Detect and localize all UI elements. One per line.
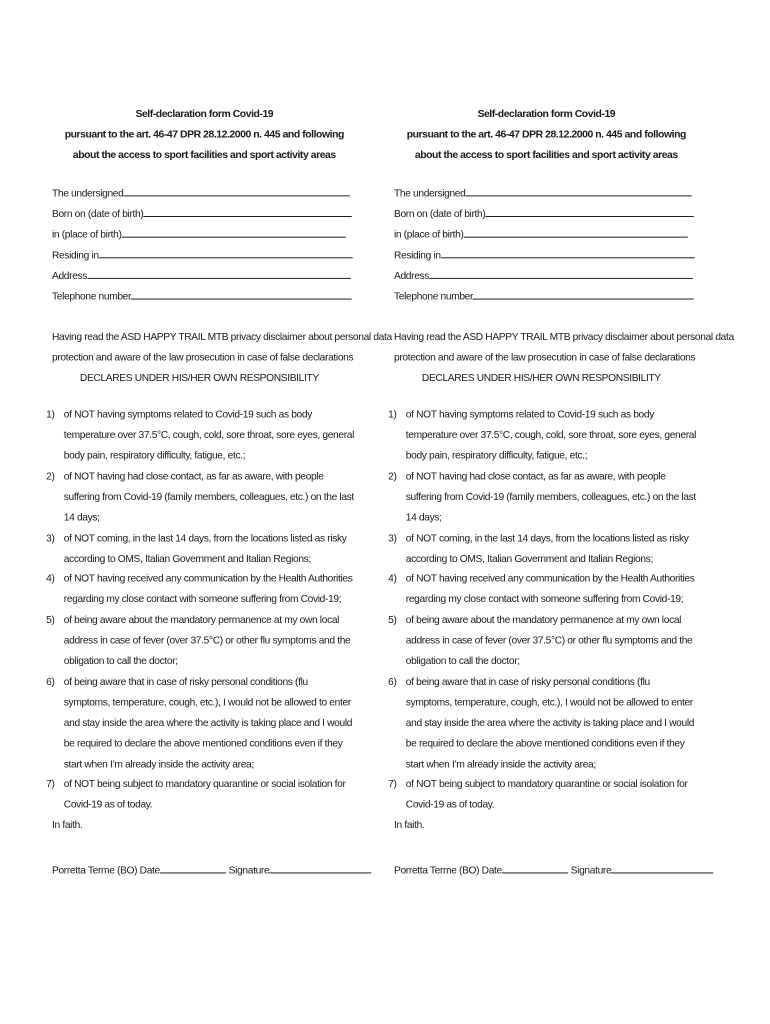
item-number: 7) [388,779,397,791]
field-place-of-birth[interactable] [394,226,706,247]
list-item [388,529,706,570]
form-header [394,104,699,166]
item-text: of being aware that in case of risky personal conditions (flu symptoms, temperature, cough, etc.), I would not be allowed to enter and stay inside the area where the activity is taking place and I would be required to declare the above mentioned conditions even if they start when I’m already inside the activity area; [63,676,353,770]
blank-line [441,256,695,258]
item-text: of being aware about the mandatory permanence at my own local address in case of fever (over 37.5°C) or other flu symptoms and the obligation to call the doctor; [405,615,693,668]
blank-line [122,235,346,237]
field-label: Address [394,270,430,282]
item-number: 2) [46,471,55,483]
blank-line [143,215,351,217]
date-blank-line[interactable] [160,872,226,874]
field-label: Telephone number [52,291,132,303]
list-item [388,611,706,673]
intro-line: protection and aware of the law prosecution in case of false declarations [52,352,354,364]
blank-line [464,235,688,237]
list-item [388,776,706,817]
item-text: of NOT having had close contact, as far as aware, with people suffering from Covid-19 (family members, colleagues, etc.) on the last 14 days; [63,471,354,524]
item-number: 1) [46,409,55,421]
declaration-list [388,406,706,817]
field-telephone[interactable] [52,287,364,308]
item-number: 5) [46,615,55,627]
item-text: of NOT having had close contact, as far as aware, with people suffering from Covid-19 (family members, colleagues, etc.) on the last 14 days; [405,471,696,524]
item-text: of being aware that in case of risky personal conditions (flu symptoms, temperature, cough, etc.), I would not be allowed to enter and stay inside the area where the activity is taking place and I would be required to declare the above mentioned conditions even if they start when I’m already inside the activity area; [405,676,695,770]
signature-footer [394,862,706,882]
intro-line: Having read the ASD HAPPY TRAIL MTB privacy disclaimer about personal data [52,332,392,344]
list-item [388,406,706,468]
field-label: Born on (date of birth) [394,209,486,220]
intro-line: protection and aware of the law prosecution in case of false declarations [394,352,696,364]
signature-blank-line[interactable] [269,872,371,874]
item-text: of NOT having symptoms related to Covid-19 such as body temperature over 37.5°C, cough, cold, sore throat, sore eyes, general body pain, respiratory difficulty, fatigue, etc.; [405,409,697,462]
field-residing-in[interactable] [52,246,364,267]
form-header [52,104,357,166]
item-number: 2) [388,471,397,483]
field-label: in (place of birth) [394,229,464,241]
list-item [46,776,364,817]
form-title: Self-declaration form Covid-19 [135,107,274,120]
field-label: Address [52,270,88,282]
form-title: Self-declaration form Covid-19 [477,107,616,120]
field-place-of-birth[interactable] [52,226,364,247]
item-number: 4) [388,574,397,585]
blank-line [473,297,694,299]
item-text: of NOT having received any communication by the Health Authorities regarding my close contact with someone suffering from Covid-19; [405,574,695,606]
field-label: Residing in [394,250,441,261]
blank-line [87,277,350,279]
field-undersigned[interactable] [52,185,364,206]
field-telephone[interactable] [394,287,706,308]
field-label: The undersigned [394,188,466,200]
field-label: in (place of birth) [52,229,122,241]
declares-heading: DECLARES UNDER HIS/HER OWN RESPONSIBILITY [421,373,661,385]
blank-line [123,194,349,196]
item-text: of being aware about the mandatory permanence at my own local address in case of fever (over 37.5°C) or other flu symptoms and the obligation to call the doctor; [63,615,351,668]
field-undersigned[interactable] [394,185,706,206]
faith-closing: In faith. [394,820,425,832]
declaration-form-right [388,104,734,881]
list-item [46,467,364,529]
item-text: of NOT being subject to mandatory quarantine or social isolation for Covid-19 as of today. [63,779,346,811]
form-subtitle-legal: pursuant to the art. 46-47 DPR 28.12.2000 n. 445 and following [64,128,344,141]
personal-data-fields [394,185,706,308]
item-text: of NOT being subject to mandatory quarantine or social isolation for Covid-19 as of today. [405,779,688,811]
blank-line [99,256,353,258]
list-item [388,467,706,529]
item-text: of NOT coming, in the last 14 days, from the locations listed as risky according to OMS, Italian Government and Italian Regions; [63,533,347,565]
form-subtitle-scope: about the access to sport facilities and sport activity areas [72,149,336,161]
item-text: of NOT having received any communication by the Health Authorities regarding my close contact with someone suffering from Covid-19; [63,574,353,606]
field-date-of-birth[interactable] [52,205,364,226]
intro-line: Having read the ASD HAPPY TRAIL MTB privacy disclaimer about personal data [394,332,734,344]
item-number: 6) [388,676,397,688]
list-item [46,673,364,776]
field-label: Telephone number [394,291,474,303]
field-residing-in[interactable] [394,246,706,267]
form-subtitle-legal: pursuant to the art. 46-47 DPR 28.12.2000 n. 445 and following [406,128,686,141]
item-number: 4) [46,574,55,585]
field-label: Residing in [52,250,99,261]
form-subtitle-scope: about the access to sport facilities and sport activity areas [414,149,678,161]
intro-paragraph [394,328,734,390]
item-number: 1) [388,409,397,421]
item-number: 3) [388,533,397,544]
field-address[interactable] [52,267,364,288]
personal-data-fields [52,185,364,308]
item-text: of NOT having symptoms related to Covid-19 such as body temperature over 37.5°C, cough, cold, sore throat, sore eyes, general body pain, respiratory difficulty, fatigue, etc.; [63,409,355,462]
declares-heading: DECLARES UNDER HIS/HER OWN RESPONSIBILITY [79,373,319,385]
blank-line [465,194,691,196]
signature-blank-line[interactable] [611,872,713,874]
field-address[interactable] [394,267,706,288]
blank-line [429,277,692,279]
item-number: 3) [46,533,55,544]
place-date-label: Porretta Terme (BO) Date [52,865,160,877]
signature-footer [52,862,364,882]
field-label: Born on (date of birth) [52,209,144,220]
item-text: of NOT coming, in the last 14 days, from the locations listed as risky according to OMS, Italian Government and Italian Regions; [405,533,689,565]
list-item [388,673,706,776]
signature-label: Signature [570,865,612,877]
list-item [46,406,364,468]
list-item [46,529,364,570]
list-item [46,611,364,673]
declaration-form-left [46,104,392,881]
blank-line [131,297,352,299]
signature-label: Signature [228,865,270,877]
declaration-list [46,406,364,817]
list-item [388,570,706,611]
place-date-label: Porretta Terme (BO) Date [394,865,502,877]
blank-line [485,215,693,217]
date-blank-line[interactable] [502,872,568,874]
field-label: The undersigned [52,188,124,200]
item-number: 5) [388,615,397,627]
intro-paragraph [52,328,392,390]
item-number: 7) [46,779,55,791]
list-item [46,570,364,611]
faith-closing: In faith. [52,820,83,832]
item-number: 6) [46,676,55,688]
field-date-of-birth[interactable] [394,205,706,226]
